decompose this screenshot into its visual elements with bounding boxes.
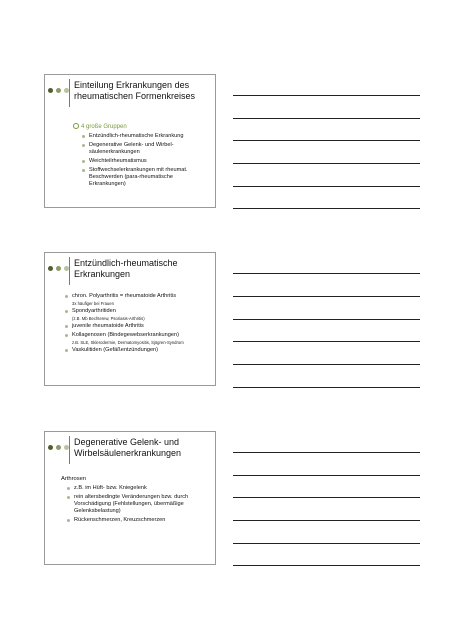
list-item: z.B. im Hüft- bzw. Kniegelenk [67, 485, 211, 492]
list-item: Stoffwechselerkrankungen mit rheumat. Beschwerden (para-rheumatische Erkrankungen) [82, 167, 211, 188]
list-item: rein altersbedingte Veränderungen bzw. durch Vorschädigung (Fehlstellungen, übermäßige Gelenksbelastung) [67, 494, 211, 515]
list-item: Weichteilrheumatismus [82, 158, 211, 165]
slide-title: Einteilung Erkrankungen des rheumatischen Formenkreises [74, 80, 196, 101]
item-note: 3x häufiger bei Frauen [72, 301, 114, 306]
title-divider [69, 257, 70, 285]
slide-3 [44, 431, 216, 565]
slide-body [65, 293, 211, 356]
slide-decoration-dots [48, 88, 69, 93]
list-item: Entzündlich-rheumatische Erkrankung [82, 133, 211, 140]
item-note: z.B. SLE, Sklerodermie, Dermatomyositis, Sjögren-Syndrom [72, 340, 184, 345]
list-item: Spondyarthritiden [65, 308, 211, 315]
group-heading: 4 große Gruppen [73, 123, 211, 131]
title-divider [69, 436, 70, 464]
list-item: juvenile rheumatoide Arthritis [65, 323, 211, 330]
slide-1 [44, 74, 216, 208]
list-item: Degenerative Gelenk- und Wirbel-säulenerkrankungen [82, 142, 211, 156]
slide-decoration-dots [48, 445, 69, 450]
slide-body [61, 476, 211, 526]
list-item: Rückenschmerzen, Kreuzschmerzen [67, 517, 211, 524]
slide-title: Degenerative Gelenk- und Wirbelsäulenerkrankungen [74, 437, 182, 458]
slide-body [73, 123, 211, 190]
list-item: chron. Polyarthritis = rheumatoide Arthritis [65, 293, 211, 300]
slide-2 [44, 252, 216, 386]
item-note: (z.B. Mb Bechterew, Psoriasis-Arthritis) [72, 316, 145, 321]
list-item: Vaskulitiden (Gefäßentzündungen) [65, 347, 211, 354]
section-lead: Arthrosen [61, 476, 87, 482]
title-divider [69, 79, 70, 107]
list-item: Kollagenosen (Bindegewebserkrankungen) [65, 332, 211, 339]
slide-title: Entzündlich-rheumatische Erkrankungen [74, 258, 178, 279]
slide-decoration-dots [48, 266, 69, 271]
